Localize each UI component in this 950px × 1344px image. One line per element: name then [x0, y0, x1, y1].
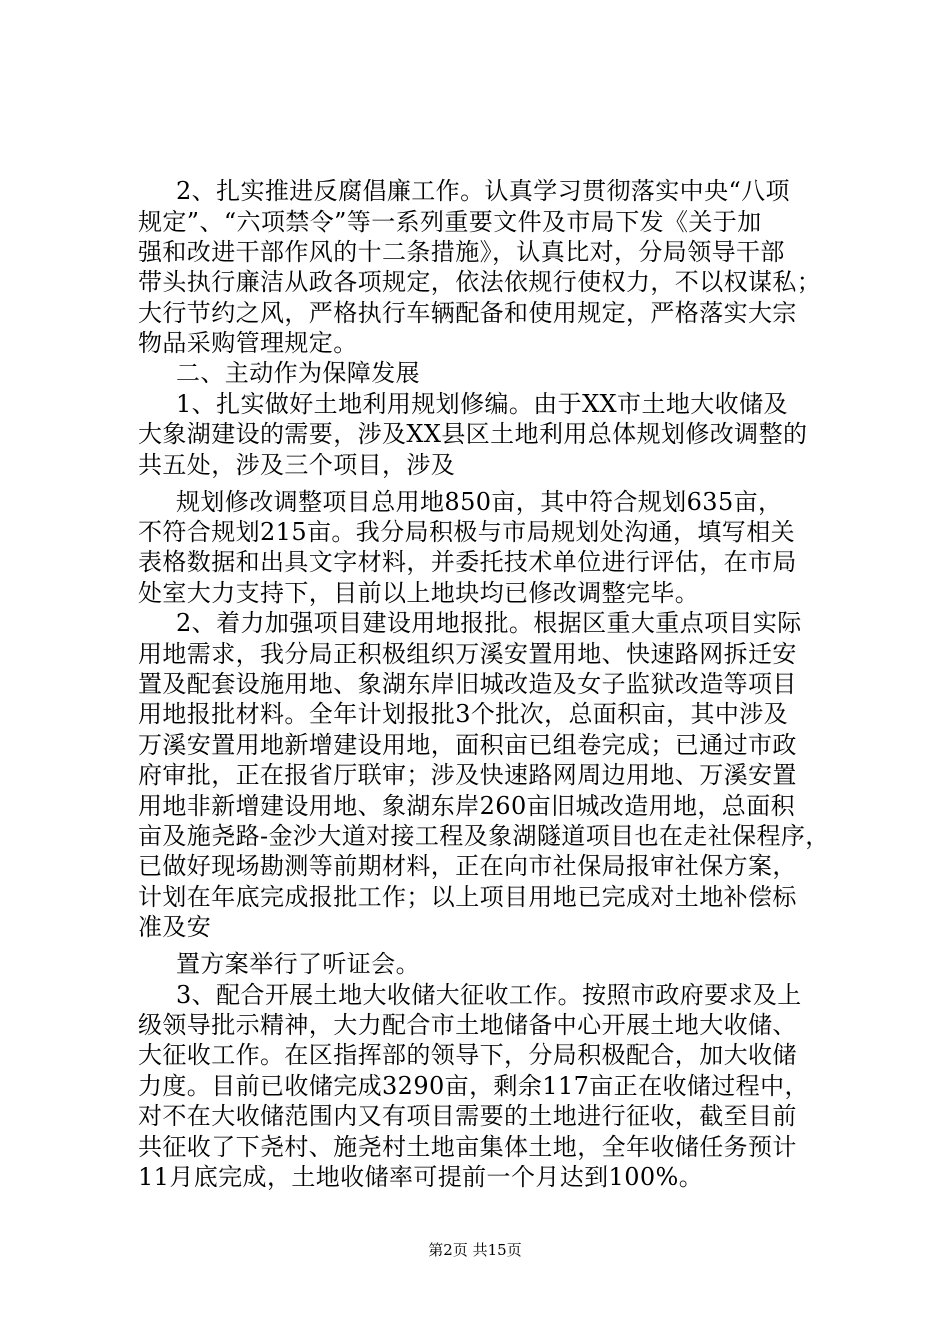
section-heading: 二、主动作为保障发展 — [176, 359, 420, 387]
paragraph-line: 府审批，正在报省厅联审；涉及快速路网周边用地、万溪安置 — [138, 761, 797, 789]
paragraph-line: 不符合规划215亩。我分局积极与市局规划处沟通，填写相关 — [138, 518, 796, 546]
paragraph-line: 级领导批示精神，大力配合市土地储备中心开展土地大收储、 — [138, 1011, 797, 1039]
paragraph-line: 准及安 — [138, 913, 212, 941]
paragraph-line: 用地需求，我分局正积极组织万溪安置用地、快速路网拆迁安 — [138, 640, 797, 668]
page-number-footer: 第2页 共15页 — [428, 1241, 522, 1259]
paragraph-line: 表格数据和出具文字材料，并委托技术单位进行评估，在市局 — [138, 548, 797, 576]
paragraph-line: 已做好现场勘测等前期材料，正在向市社保局报审社保方案， — [138, 852, 797, 880]
paragraph-line: 物品采购管理规定。 — [138, 329, 358, 357]
paragraph-line: 3、配合开展土地大收储大征收工作。按照市政府要求及上 — [176, 981, 802, 1009]
paragraph-line: 规划修改调整项目总用地850亩，其中符合规划635亩， — [176, 488, 783, 516]
paragraph-line: 带头执行廉洁从政各项规定，依法依规行使权力，不以权谋私； — [138, 268, 822, 296]
paragraph-line: 力度。目前已收储完成3290亩，剩余117亩正在收储过程中， — [138, 1072, 809, 1100]
paragraph-line: 2、着力加强项目建设用地报批。根据区重大重点项目实际 — [176, 609, 802, 637]
paragraph-line: 1、扎实做好土地利用规划修编。由于XX市土地大收储及 — [176, 390, 788, 418]
paragraph-line: 11月底完成，土地收储率可提前一个月达到100%。 — [138, 1163, 704, 1191]
paragraph-line: 对不在大收储范围内又有项目需要的土地进行征收，截至目前 — [138, 1102, 797, 1130]
paragraph-line: 共五处，涉及三个项目，涉及 — [138, 451, 456, 479]
paragraph-line: 2、扎实推进反腐倡廉工作。认真学习贯彻落实中央“八项 — [176, 177, 790, 205]
paragraph-line: 大征收工作。在区指挥部的领导下，分局积极配合，加大收储 — [138, 1041, 797, 1069]
paragraph-line: 用地非新增建设用地、象湖东岸260亩旧城改造用地，总面积 — [138, 792, 796, 820]
paragraph-line: 计划在年底完成报批工作；以上项目用地已完成对土地补偿标 — [138, 883, 797, 911]
paragraph-line: 大象湖建设的需要，涉及XX县区土地利用总体规划修改调整的 — [138, 420, 808, 448]
paragraph-line: 万溪安置用地新增建设用地，面积亩已组卷完成；已通过市政 — [138, 731, 797, 759]
paragraph-line: 共征收了下尧村、施尧村土地亩集体土地，全年收储任务预计 — [138, 1133, 797, 1161]
paragraph-line: 置方案举行了听证会。 — [176, 950, 420, 978]
paragraph-line: 置及配套设施用地、象湖东岸旧城改造及女子监狱改造等项目 — [138, 670, 797, 698]
paragraph-line: 规定”、“六项禁令”等一系列重要文件及市局下发《关于加 — [138, 208, 762, 236]
paragraph-line: 大行节约之风，严格执行车辆配备和使用规定，严格落实大宗 — [138, 299, 797, 327]
paragraph-line: 处室大力支持下，目前以上地块均已修改调整完毕。 — [138, 579, 700, 607]
paragraph-line: 强和改进干部作风的十二条措施》，认真比对，分局领导干部 — [138, 238, 785, 266]
paragraph-line: 用地报批材料。全年计划报批3个批次，总面积亩，其中涉及 — [138, 700, 789, 728]
paragraph-line: 亩及施尧路-金沙大道对接工程及象湖隧道项目也在走社保程序， — [138, 822, 830, 850]
